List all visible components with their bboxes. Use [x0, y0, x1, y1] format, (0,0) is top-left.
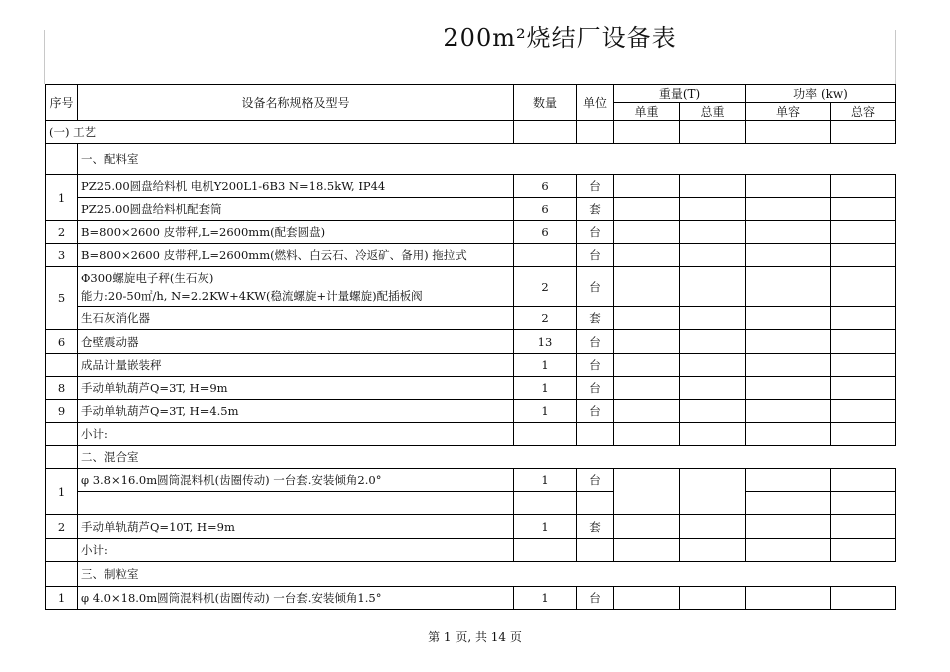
row-qty: 1 [514, 354, 577, 377]
subtotal-label: 小计: [78, 539, 514, 562]
row-name-line1: Φ300螺旋电子秤(生石灰) [81, 270, 214, 285]
section-title: 一、配料室 [78, 144, 896, 175]
equipment-table [45, 84, 896, 610]
header-unit-capacity: 单容 [746, 103, 831, 121]
row-qty: 1 [514, 515, 577, 539]
row-seq: 9 [46, 400, 78, 423]
row-qty: 1 [514, 377, 577, 400]
page-title: 200m²烧结厂设备表 [443, 24, 677, 52]
row-seq [46, 354, 78, 377]
row-seq: 5 [46, 267, 78, 330]
row-unit: 台 [577, 267, 614, 307]
header-unit: 单位 [577, 85, 614, 121]
row-qty: 1 [514, 469, 577, 492]
table-row [46, 400, 896, 423]
row-qty: 1 [514, 587, 577, 610]
header-seq: 序号 [46, 85, 78, 121]
row-qty: 6 [514, 175, 577, 198]
row-qty: 1 [514, 400, 577, 423]
row-name: φ 3.8×16.0m圆筒混料机(齿圈传动) 一台套.安装倾角2.0° [78, 469, 514, 492]
row-name: 手动单轨葫芦Q=10T, H=9m [78, 515, 514, 539]
row-unit: 台 [577, 330, 614, 354]
row-name: PZ25.00圆盘给料机 电机Y200L1-6B3 N=18.5kW, IP44 [78, 175, 514, 198]
row-name: 成品计量嵌装秤 [78, 354, 514, 377]
row-qty: 6 [514, 198, 577, 221]
row-unit: 台 [577, 469, 614, 492]
row-name-line2: 能力:20-50㎡/h, N=2.2KW+4KW(稳流螺旋+计量螺旋)配插板阀 [81, 288, 423, 303]
header-total-capacity: 总容 [831, 103, 896, 121]
row-unit: 台 [577, 587, 614, 610]
category-label: (一) 工艺 [46, 121, 514, 144]
row-name: 手动单轨葫芦Q=3T, H=9m [78, 377, 514, 400]
header-power-group: 功率 (kw) [746, 85, 896, 103]
row-name: PZ25.00圆盘给料机配套筒 [78, 198, 514, 221]
category-row [46, 121, 896, 144]
section-row [46, 144, 896, 175]
row-seq: 2 [46, 515, 78, 539]
table-row [46, 221, 896, 244]
row-qty: 6 [514, 221, 577, 244]
row-name [78, 267, 514, 307]
table-row [46, 330, 896, 354]
table-row [46, 175, 896, 198]
row-unit: 台 [577, 354, 614, 377]
header-row [46, 85, 896, 103]
table-row [46, 587, 896, 610]
row-qty: 13 [514, 330, 577, 354]
table-row [46, 377, 896, 400]
section-row [46, 562, 896, 587]
table-row [46, 198, 896, 221]
header-unit-weight: 单重 [614, 103, 680, 121]
table-row [46, 354, 896, 377]
row-name: B=800×2600 皮带秤,L=2600mm(燃料、白云石、冷返矿、备用) 拖拉式 [78, 244, 514, 267]
row-seq: 1 [46, 175, 78, 221]
row-qty [514, 244, 577, 267]
row-qty: 2 [514, 307, 577, 330]
row-seq: 8 [46, 377, 78, 400]
header-name: 设备名称规格及型号 [78, 85, 514, 121]
row-name: 手动单轨葫芦Q=3T, H=4.5m [78, 400, 514, 423]
table-row [46, 307, 896, 330]
row-seq: 1 [46, 469, 78, 515]
row-seq: 2 [46, 221, 78, 244]
header-qty: 数量 [514, 85, 577, 121]
row-unit: 台 [577, 175, 614, 198]
subtotal-row [46, 539, 896, 562]
row-seq: 3 [46, 244, 78, 267]
table-row [46, 492, 896, 515]
row-unit: 套 [577, 515, 614, 539]
row-qty: 2 [514, 267, 577, 307]
subtotal-label: 小计: [78, 423, 514, 446]
row-name: 生石灰消化器 [78, 307, 514, 330]
table-row [46, 267, 896, 307]
section-title: 二、混合室 [78, 446, 896, 469]
row-unit: 套 [577, 307, 614, 330]
section-row [46, 446, 896, 469]
row-unit: 台 [577, 244, 614, 267]
page-footer: 第 1 页, 共 14 页 [428, 630, 522, 644]
row-unit: 台 [577, 221, 614, 244]
row-unit: 台 [577, 400, 614, 423]
header-weight-group: 重量(T) [614, 85, 746, 103]
section-title: 三、制粒室 [78, 562, 896, 587]
table-row [46, 244, 896, 267]
table-row [46, 515, 896, 539]
table-row [46, 469, 896, 492]
header-total-weight: 总重 [680, 103, 746, 121]
row-unit: 台 [577, 377, 614, 400]
row-name: φ 4.0×18.0m圆筒混料机(齿圈传动) 一台套.安装倾角1.5° [78, 587, 514, 610]
row-name: B=800×2600 皮带秤,L=2600mm(配套圆盘) [78, 221, 514, 244]
row-seq: 1 [46, 587, 78, 610]
row-seq: 6 [46, 330, 78, 354]
row-unit: 套 [577, 198, 614, 221]
row-name: 仓壁震动器 [78, 330, 514, 354]
subtotal-row [46, 423, 896, 446]
